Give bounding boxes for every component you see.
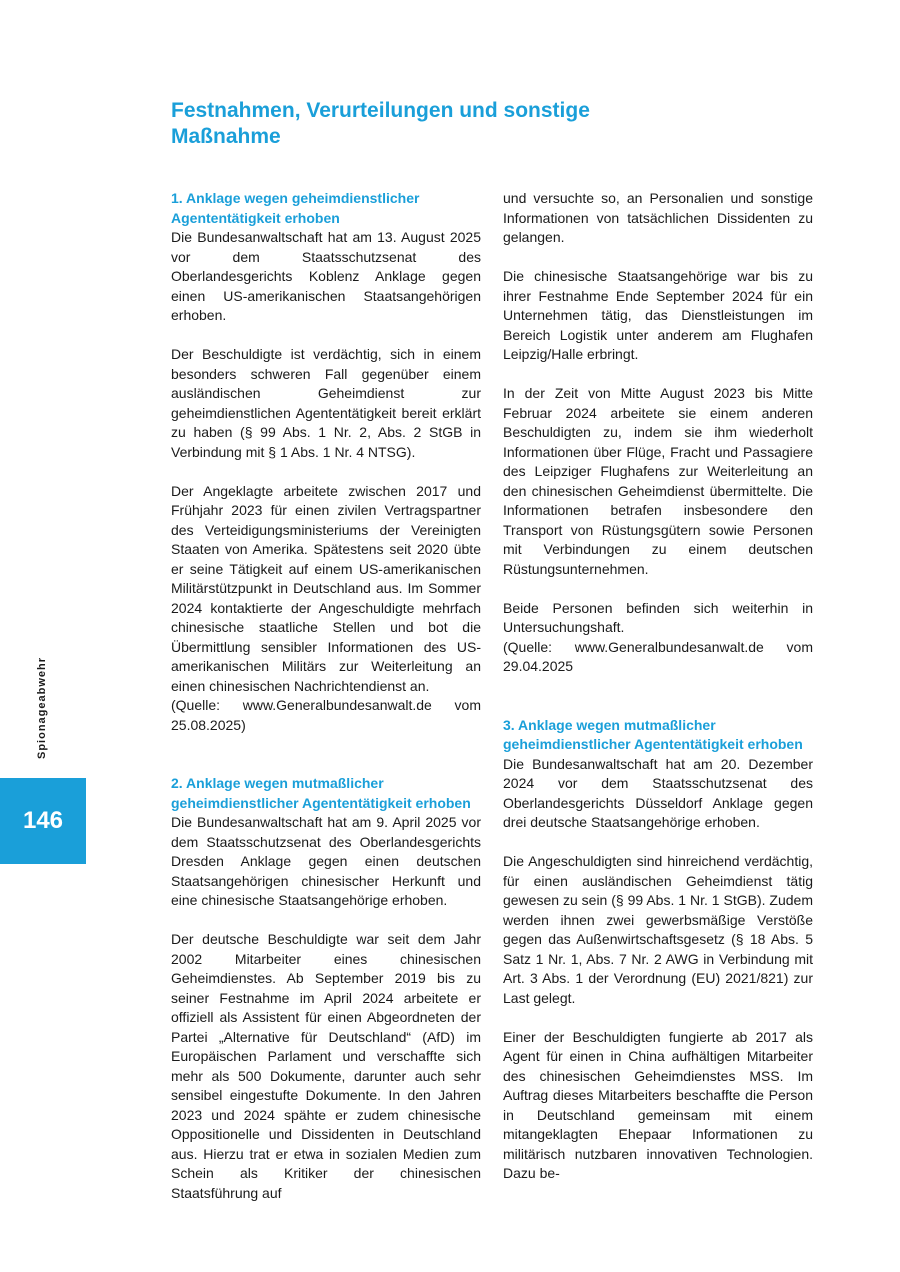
section-3-paragraph-1: Die Bundesanwaltschaft hat am 20. Dezember 2024 vor dem Staatsschutzsenat des Oberlandesgerichts Düsseldorf Anklage gegen drei deutsche Staatsangehörige erhoben. xyxy=(503,755,813,830)
section-2-paragraph-3: Die chinesische Staatsangehörige war bis zu ihrer Festnahme Ende September 2024 für ein Unternehmen tätig, das Dienstleistungen im Bereich Logistik unter anderem am Flughafen Leipzig/Halle erbringt. xyxy=(503,268,813,362)
section-1-heading: 1. Anklage wegen geheimdienstlicher Agententätigkeit erhoben xyxy=(171,190,420,226)
right-column xyxy=(503,189,813,1184)
section-1-paragraph-3: Der Angeklagte arbeitete zwischen 2017 und Frühjahr 2023 für einen zivilen Vertragspartner des Verteidigungsministeriums der Vereinigten Staaten von Amerika. Spätestens seit 2020 übte er seine Tätigkeit auf einem US-amerikanischen Militärstützpunkt in Deutschland aus. Im Sommer 2024 kontaktierte der Angeschuldigte mehrfach chinesische staatliche Stellen und bot die Übermittlung sensibler Informationen des US-amerikanischen Militärs zur Weiterleitung an einen chinesischen Nachrichtendienst an. xyxy=(171,482,481,694)
section-2-source: (Quelle: www.Generalbundesanwalt.de vom 29.04.2025 xyxy=(503,638,813,674)
section-2-paragraph-2: Der deutsche Beschuldigte war seit dem Jahr 2002 Mitarbeiter eines chinesischen Geheimdienstes. Ab September 2019 bis zu seiner Festnahme im April 2024 arbeitete er offiziell als Assistent für einen Abgeordneten der Partei „Alternative für Deutschland“ (AfD) im Europäischen Parlament und verschaffte sich mehr als 500 Dokumente, darunter auch sehr sensibel eingestufte Dokumente. In den Jahren 2023 und 2024 spähte er zudem chinesische Oppositionelle und Dissidenten in Deutschland aus. Hierzu trat er etwa in sozialen Medien zum Schein als Kritiker der chinesischen Staatsführung auf xyxy=(171,931,481,1201)
section-3-paragraph-2: Die Angeschuldigten sind hinreichend verdächtig, für einen ausländischen Geheimdienst tätig gewesen zu sein (§ 99 Abs. 1 Nr. 1 StGB). Zudem werden ihnen zwei gewerbsmäßige Verstöße gegen das Außenwirtschaftsgesetz (§ 18 Abs. 5 Satz 1 Nr. 1, Abs. 7 Nr. 2 AWG in Verbindung mit Art. 3 Abs. 1 der Verordnung (EU) 2021/821) zur Last gelegt. xyxy=(503,853,813,1006)
section-2-paragraph-5: Beide Personen befinden sich weiterhin in Untersuchungshaft. xyxy=(503,599,813,635)
page-title: Festnahmen, Verurteilungen und sonstige Maßnahme xyxy=(171,99,590,148)
section-1-paragraph-1: Die Bundesanwaltschaft hat am 13. August 2025 vor dem Staatsschutzsenat des Oberlandesgerichts Koblenz Anklage gegen einen US-amerikanischen Staatsangehörigen erhoben. xyxy=(171,229,481,323)
section-3-paragraph-3: Einer der Beschuldigten fungierte ab 2017 als Agent für einen in China aufhältigen Mitarbeiter des chinesischen Geheimdienstes MSS. Im Auftrag dieses Mitarbeiters beschaffte die Person in Deutschland gemeinsam mit einem mitangeklagten Ehepaar Informationen zu militärisch nutzbaren innovativen Technologien. Dazu be- xyxy=(503,1028,813,1181)
chapter-side-label-text: Spionageabwehr xyxy=(36,656,48,759)
page-number: 146 xyxy=(22,807,64,834)
section-2-paragraph-4: In der Zeit von Mitte August 2023 bis Mitte Februar 2024 arbeitete sie einem anderen Beschuldigten zu, indem sie ihm wiederholt Informationen über Flüge, Fracht und Passagiere des Leipziger Flughafens zur Weiterleitung an den chinesischen Geheimdienst übermittelte. Die Informationen betrafen insbesondere den Transport von Rüstungsgütern sowie Personen mit Verbindungen zu einem deutschen Rüstungsunternehmen. xyxy=(503,385,813,577)
chapter-side-label xyxy=(30,650,54,765)
left-column xyxy=(171,189,481,1203)
section-1-paragraph-2: Der Beschuldigte ist verdächtig, sich in einem besonders schweren Fall gegenüber einem ausländischen Geheimdienst zur geheimdienstlichen Agententätigkeit bereit erklärt zu haben (§ 99 Abs. 1 Nr. 2, Abs. 2 StGB in Verbindung mit § 1 Abs. 1 Nr. 4 NTSG). xyxy=(171,346,481,460)
section-3-heading: 3. Anklage wegen mutmaßlicher geheimdienstlicher Agententätigkeit erhoben xyxy=(503,716,803,752)
section-2-paragraph-1: Die Bundesanwaltschaft hat am 9. April 2025 vor dem Staatsschutzsenat des Oberlandesgerichts Dresden Anklage gegen einen deutschen Staatsangehörigen chinesischer Herkunft und eine chinesische Staatsangehörige erhoben. xyxy=(171,814,481,908)
section-2-paragraph-2-continued: und versuchte so, an Personalien und sonstige Informationen von tatsächlichen Dissidenten zu gelangen. xyxy=(503,190,813,245)
section-1-source: (Quelle: www.Generalbundesanwalt.de vom 25.08.2025) xyxy=(171,697,481,733)
page-number-tab xyxy=(0,778,86,864)
section-2-heading: 2. Anklage wegen mutmaßlicher geheimdienstlicher Agententätigkeit erhoben xyxy=(171,775,471,811)
